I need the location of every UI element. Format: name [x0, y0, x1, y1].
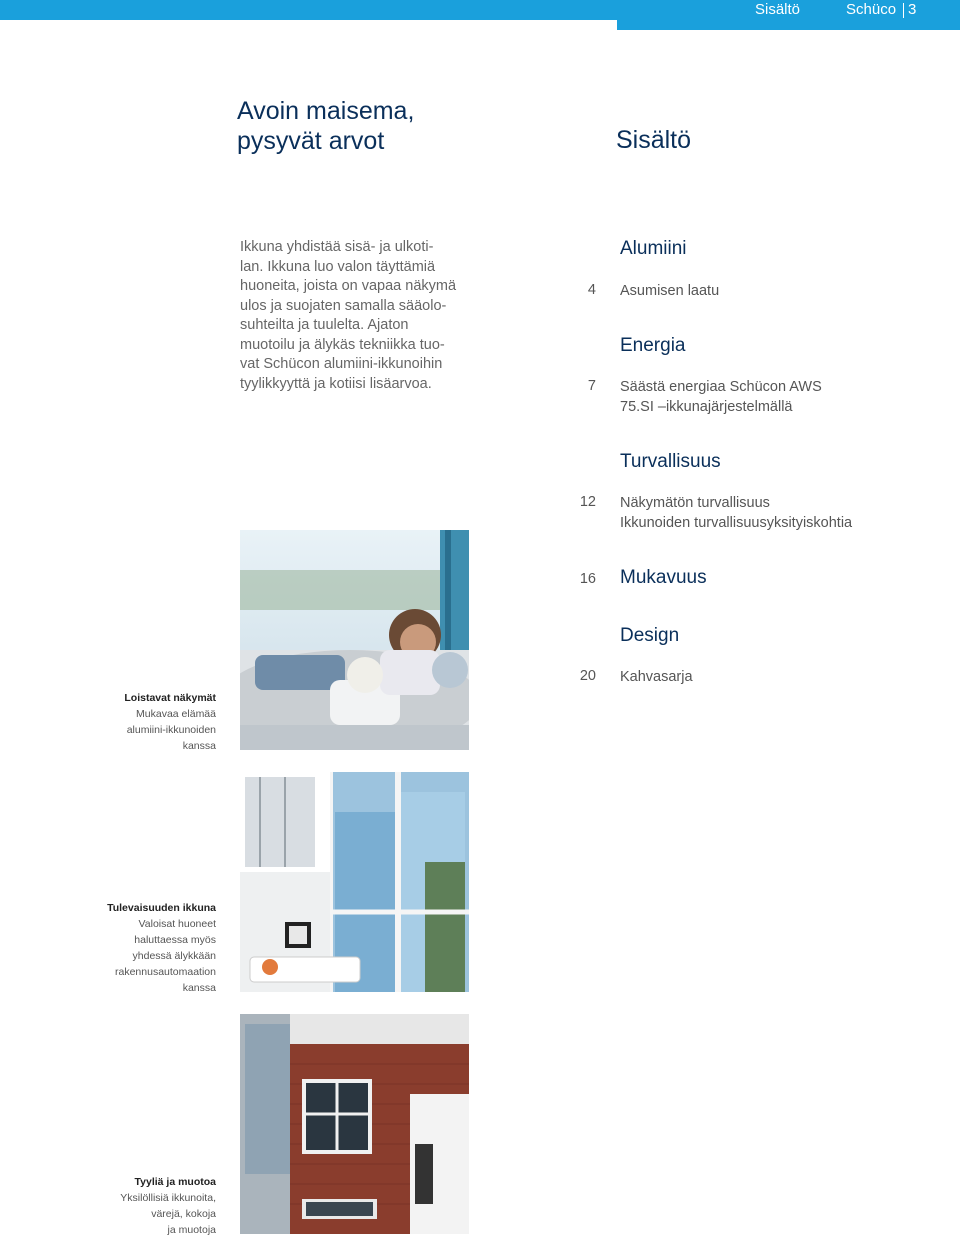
caption-body: Yksilöllisiä ikkunoita, värejä, kokoja ja muotoja: [120, 1192, 216, 1236]
caption-title: Loistavat näkymät: [124, 692, 216, 704]
page-number: 3: [908, 1, 917, 18]
intro-text: Ikkuna yhdistää sisä- ja ulkoti- lan. Ikkuna luo valon täyttämiä huoneita, joista on vapaa näkymä ulos ja suojaten samalla sääolo- suhteilta ja tuulelta. Ajaton muotoilu ja älykäs tekniikka tuo- vat Schücon alumiini-ikkunoihin tyylikkyyttä ja kotiisi lisäarvoa.: [240, 239, 457, 392]
toc-title: Sisältö: [616, 126, 692, 154]
caption-body: Mukavaa elämää alumiini-ikkunoiden kanssa: [126, 708, 216, 752]
toc-entry[interactable]: Säästä energiaa Schücon AWS 75.SI –ikkunajärjestelmällä: [620, 379, 822, 415]
photo-caption: [76, 690, 216, 754]
toc-page-number: 20: [579, 668, 596, 684]
photo-child-on-sofa: [240, 530, 469, 750]
toc-page-number: 12: [579, 494, 596, 510]
toc-page-number: 16: [579, 571, 596, 587]
caption-title: Tyyliä ja muotoa: [134, 1176, 216, 1188]
header-brand: Schüco: [846, 1, 897, 18]
caption-title: Tulevaisuuden ikkuna: [107, 902, 216, 914]
caption-body: Valoisat huoneet haluttaessa myös yhdessä älykkään rakennusautomaation kanssa: [115, 918, 216, 994]
toc-section-energia: Energia: [620, 335, 686, 356]
toc-section-mukavuus[interactable]: Mukavuus: [620, 567, 707, 588]
header-section-label: Sisältö: [755, 1, 801, 18]
photo-caption: [76, 900, 216, 996]
toc-section-design: Design: [620, 625, 680, 646]
photo-caption: [76, 1174, 216, 1238]
header-divider: [903, 3, 904, 18]
toc-entry[interactable]: Näkymätön turvallisuus Ikkunoiden turvallisuusyksityiskohtia: [620, 495, 853, 531]
toc-entry[interactable]: Asumisen laatu: [620, 283, 720, 299]
photo-house-facade: [240, 1014, 469, 1234]
toc-page-number: 4: [587, 282, 596, 298]
photo-bright-living-room: [240, 772, 469, 992]
toc-section-turvallisuus: Turvallisuus: [620, 451, 721, 472]
toc-entry[interactable]: Kahvasarja: [620, 669, 693, 685]
toc-page-number: 7: [587, 378, 596, 394]
toc-section-alumiini: Alumiini: [620, 238, 687, 259]
page-headline: Avoin maisema, pysyvät arvot: [237, 97, 415, 155]
